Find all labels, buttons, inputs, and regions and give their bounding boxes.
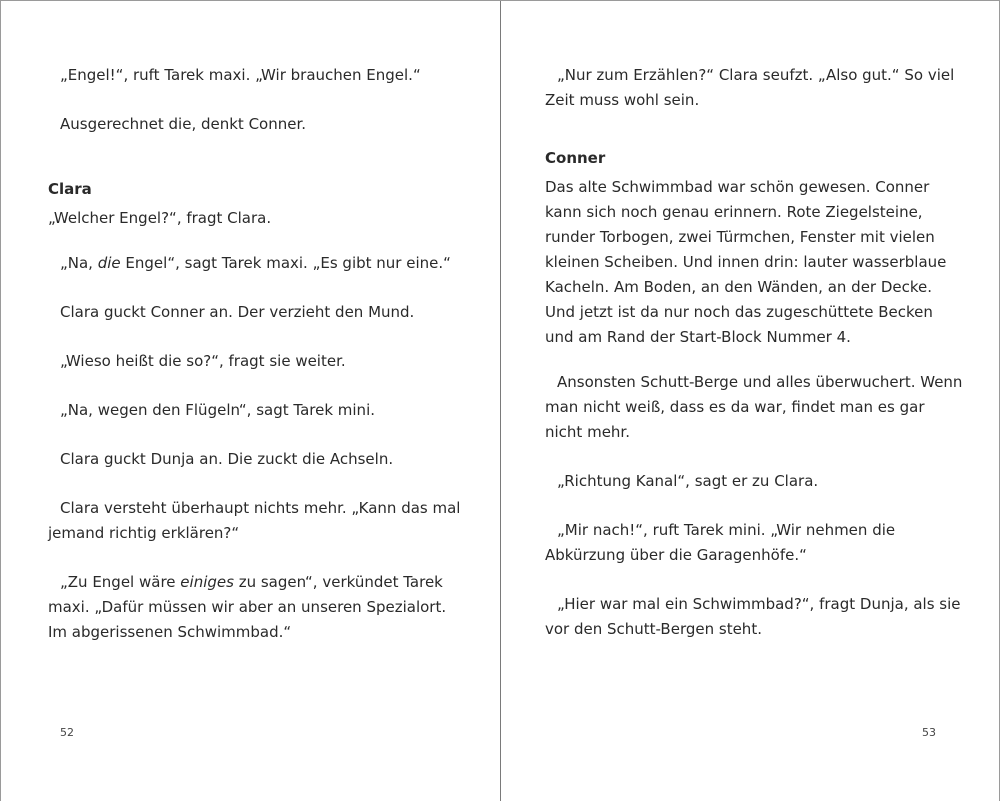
text-run: Engel“, sagt Tarek maxi. „Es gibt nur eine.“ bbox=[120, 254, 451, 272]
paragraph: Ausgerechnet die, denkt Conner. bbox=[60, 115, 307, 133]
paragraph: Clara versteht überhaupt nichts mehr. „Kann das mal jemand richtig erklären?“ bbox=[48, 499, 461, 542]
paragraph: Clara guckt Conner an. Der verzieht den Mund. bbox=[60, 303, 415, 321]
paragraph: Das alte Schwimmbad war schön gewesen. Conner kann sich noch genau erinnern. Rote Ziegelsteine, runder Torbogen, zwei Türmchen, Fenster mit vielen kleinen Scheiben. Und innen drin: lauter wasserblaue Kacheln. Am Boden, an den Wänden, an der Decke. Und jetzt ist da nur noch das zugeschüttete Becken und am Rand der Start-Block Nummer 4. bbox=[545, 178, 947, 346]
page-number: 52 bbox=[60, 726, 74, 739]
left-page bbox=[0, 1, 500, 801]
paragraph: Clara guckt Dunja an. Die zuckt die Achseln. bbox=[60, 450, 394, 468]
paragraph: „Richtung Kanal“, sagt er zu Clara. bbox=[557, 472, 819, 490]
paragraph: „Wieso heißt die so?“, fragt sie weiter. bbox=[60, 352, 346, 370]
emphasis: einiges bbox=[180, 573, 234, 591]
paragraph: „Welcher Engel?“, fragt Clara. bbox=[48, 209, 272, 227]
paragraph: „Nur zum Erzählen?“ Clara seufzt. „Also gut.“ So viel Zeit muss wohl sein. bbox=[545, 66, 955, 109]
emphasis: die bbox=[97, 254, 121, 272]
text-run: „Zu Engel wäre bbox=[60, 573, 181, 591]
text-run: zu sagen“, verkündet Tarek maxi. „Dafür müssen wir aber an unseren Spezialort. Im abgerissenen Schwimmbad.“ bbox=[48, 573, 447, 641]
left-page-text bbox=[48, 63, 463, 669]
text-run: „Na, bbox=[60, 254, 98, 272]
section-heading: Clara bbox=[48, 180, 92, 198]
paragraph: „Na, wegen den Flügeln“, sagt Tarek mini. bbox=[60, 401, 375, 419]
paragraph: „Mir nach!“, ruft Tarek mini. „Wir nehmen die Abkürzung über die Garagenhöfe.“ bbox=[545, 521, 896, 564]
section-heading: Conner bbox=[545, 149, 606, 167]
paragraph: „Engel!“, ruft Tarek maxi. „Wir brauchen Engel.“ bbox=[60, 66, 421, 84]
paragraph bbox=[48, 251, 463, 276]
page-number: 53 bbox=[922, 726, 936, 739]
right-page-text bbox=[545, 63, 965, 666]
paragraph bbox=[48, 570, 463, 645]
paragraph: Ansonsten Schutt-Berge und alles überwuchert. Wenn man nicht weiß, dass es da war, findet man es gar nicht mehr. bbox=[545, 373, 963, 441]
paragraph: „Hier war mal ein Schwimmbad?“, fragt Dunja, als sie vor den Schutt-Bergen steht. bbox=[545, 595, 961, 638]
right-page bbox=[500, 1, 1000, 801]
